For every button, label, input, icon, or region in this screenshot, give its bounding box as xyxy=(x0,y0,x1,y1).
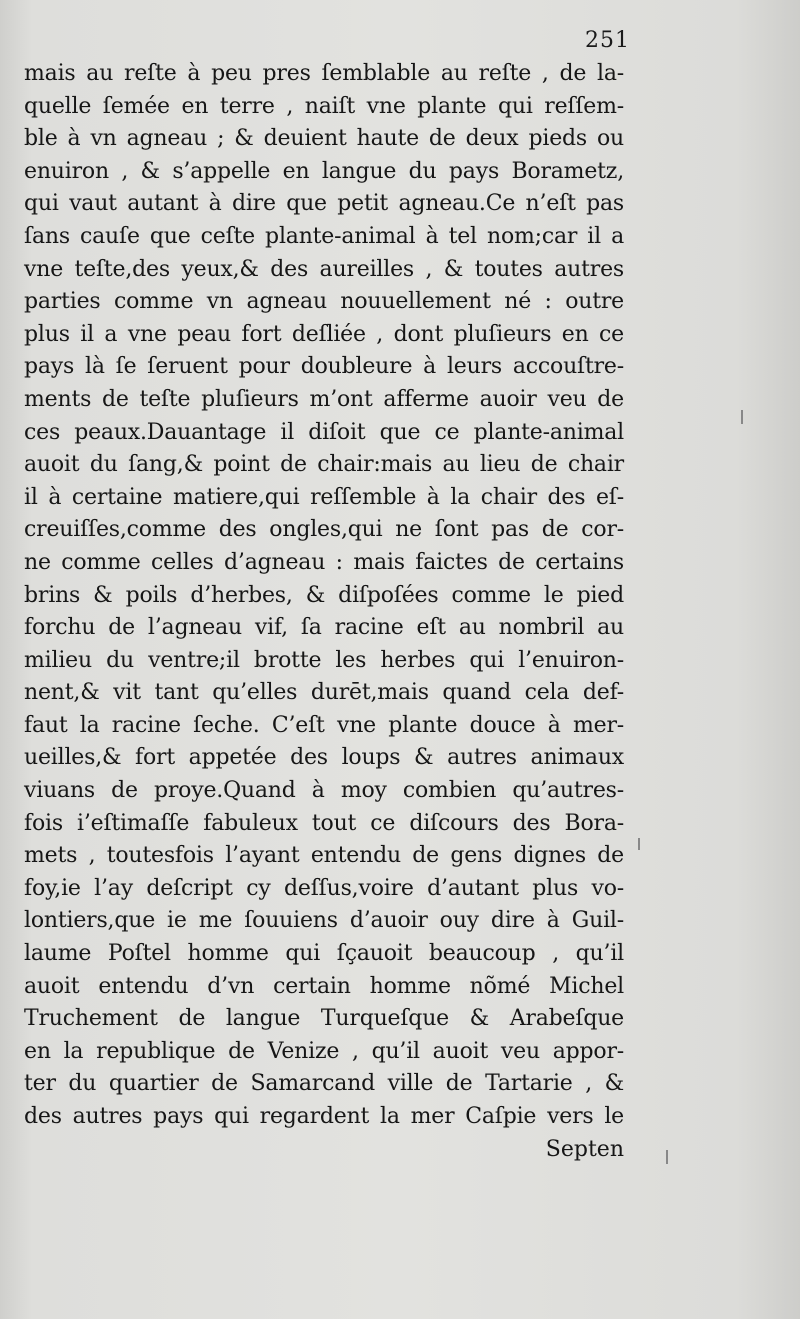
text-line: plus il a vne peau fort deſliée , dont pluſieurs en ce xyxy=(24,321,624,347)
text-line: ne comme celles d’agneau : mais faictes de certains xyxy=(24,549,624,575)
text-line: viuans de proye.Quand à moy combien qu’autres- xyxy=(24,778,624,804)
text-line: ueilles,& fort appetée des loups & autres animaux xyxy=(24,745,624,771)
text-line: quelle ſemée en terre , naiſt vne plante qui reſſem- xyxy=(24,93,624,119)
margin-mark xyxy=(638,838,640,850)
text-line: il à certaine matiere,qui reſſemble à la chair des eſ- xyxy=(24,484,624,510)
text-line: parties comme vn agneau nouuellement né : outre xyxy=(24,289,624,315)
text-line: auoit entendu d’vn certain homme nõmé Michel xyxy=(24,973,624,999)
text-line: creuiſſes,comme des ongles,qui ne ſont pas de cor- xyxy=(24,517,624,543)
text-line: ter du quartier de Samarcand ville de Tartarie , & xyxy=(24,1071,624,1097)
text-line: ces peaux.Dauantage il diſoit que ce plante-animal xyxy=(24,419,624,445)
text-line: ble à vn agneau ; & deuient haute de deux pieds ou xyxy=(24,126,624,152)
text-line: ments de teſte pluſieurs m’ont afferme auoir veu de xyxy=(24,386,624,412)
text-line: milieu du ventre;il brotte les herbes qui l’enuiron- xyxy=(24,647,624,673)
margin-mark xyxy=(741,410,743,424)
text-line: mais au reſte à peu pres ſemblable au reſte , de la- xyxy=(24,61,624,86)
text-line: auoit du ſang,& point de chair:mais au lieu de chair xyxy=(24,452,624,478)
text-line: enuiron , & s’appelle en langue du pays Borametz, xyxy=(24,158,624,184)
text-line: ſans cauſe que ceſte plante-animal à tel nom;car il a xyxy=(24,223,624,249)
text-line: des autres pays qui regardent la mer Caſpie vers le xyxy=(24,1104,624,1129)
text-line: faut la racine ſeche. C’eſt vne plante douce à mer- xyxy=(24,712,624,738)
text-line: qui vaut autant à dire que petit agneau.Ce n’eſt pas xyxy=(24,191,624,217)
text-line: forchu de l’agneau vif, ſa racine eſt au nombril au xyxy=(24,615,624,641)
text-line: foy,ie l’ay deſcript cy deſſus,voire d’autant plus vo- xyxy=(24,875,624,901)
text-line: nent,& vit tant qu’elles durēt,mais quand cela def- xyxy=(24,680,624,706)
text-line: vne teſte,des yeux,& des aureilles , & toutes autres xyxy=(24,256,624,282)
text-line: lontiers,que ie me ſouuiens d’auoir ouy dire à Guil- xyxy=(24,908,624,934)
text-line: laume Poſtel homme qui ſçauoit beaucoup , qu’il xyxy=(24,941,624,967)
text-line: mets , toutesfois l’ayant entendu de gens dignes de xyxy=(24,843,624,869)
page-number: 251 xyxy=(585,28,630,53)
text-line: brins & poils d’herbes, & diſpoſées comme le pied xyxy=(24,582,624,608)
body-text xyxy=(24,58,624,1166)
text-line: pays là ſe ſeruent pour doubleure à leurs accouſtre- xyxy=(24,354,624,380)
margin-mark xyxy=(666,1150,668,1164)
catchword: Septen xyxy=(545,1136,624,1162)
text-line: Truchement de langue Turqueſque & Arabeſque xyxy=(24,1006,624,1032)
text-line: en la republique de Venize , qu’il auoit veu appor- xyxy=(24,1038,624,1064)
text-line: fois i’eſtimaſſe fabuleux tout ce diſcours des Bora- xyxy=(24,810,624,836)
